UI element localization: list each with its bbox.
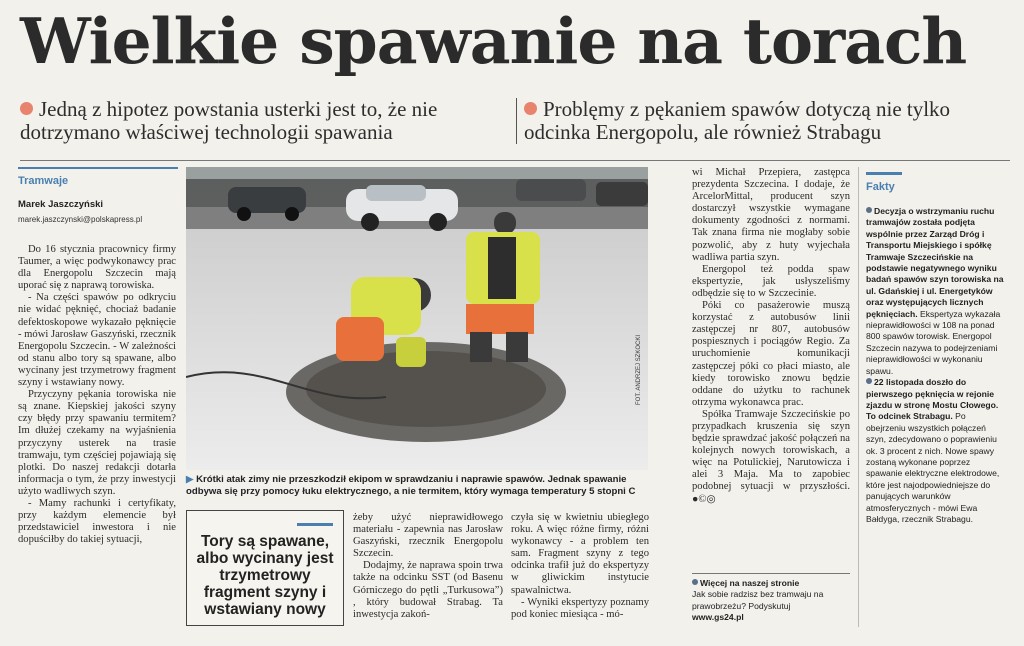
more-title-text: Więcej na naszej stronie (700, 578, 800, 588)
facts-p2-rest: Po obejrzeniu wszystkich połączeń szyn, zdecydowano o poprawieniu ok. 3 procent z nich. Nowe spawy zostaną wykonane poprzez spawanie elektryczne elektrodowe, które jest najodpowiedniejsze do panujących warunków atmosferycznych - mówi Ewa Bałdyga, rzecznik Strabagu. (866, 411, 1000, 524)
author-name: Marek Jaszczyński (18, 199, 104, 210)
bullet-icon (866, 378, 872, 384)
photo-credit: FOT. ANDRZEJ SZKOCKI (636, 334, 642, 405)
subhead-right-text: Problęmy z pękaniem spawów dotyczą nie tylko odcinka Energopolu, ale również Strabagu (524, 97, 951, 144)
facts-p2-bold: 22 listopada doszło do pierwszego pęknięcia w rejonie zjazdu w stronę Mostu Cłowego. To odcinek Strabagu. (866, 377, 999, 422)
caption-text: Krótki atak zimy nie przeszkodził ekipom w sprawdzaniu i naprawie spawów. Jednak spawanie odbywa się przy pomocy łuku elektrycznego, a nie termitem, który wymaga temperatury 5 stopni C (186, 474, 636, 497)
article-column-1 (18, 244, 176, 644)
facts-p1-bold: Decyzja o wstrzymaniu ruchu tramwajów została podjęta wspólnie przez Zarząd Dróg i Transportu Miejskiego i spółkę Tramwaje Szczecińskie na podstawie negatywnego wyniku badań spawów szyn torowiska na ul. Gdańskiej i ul. Energetyków oraz występujących licznych pęknięciach. (866, 206, 1004, 319)
paragraph: Dodajmy, że naprawa spoin trwa także na odcinku SST (od Basenu Górniczego do pętli „Turkusowa”) , który budował Strabag. Ta inwestycja zakoń- (353, 560, 503, 620)
article-column-4 (692, 167, 850, 567)
paragraph: Spółka Tramwaje Szczecińskie po przypadkach kruszenia się szyn będzie sprawdzać jakość połączeń na kolejnych nowych torowiskach, a więc na Potulickiej, Narutowicza i alei 3 Maja. Ma to zapobiec podobnej sytuacji w przyszłości. ●©◎ (692, 408, 850, 505)
more-link[interactable]: www.gs24.pl (692, 612, 744, 623)
paragraph: żeby użyć nieprawidłowego materiału - zapewnia nas Jarosław Gaszyński, rzecznik Energopolu Szczecin. (353, 512, 503, 560)
facts-paragraph-1 (866, 206, 1006, 377)
paragraph: Do 16 stycznia pracownicy firmy Taumer, a więc podwykonawcy prac dla Energopolu Szczecin mają uporać się z naprawą torowiska. (18, 244, 176, 292)
article-column-3 (511, 512, 649, 644)
bullet-icon (866, 207, 872, 213)
article-photo (186, 167, 648, 470)
section-rule (18, 167, 178, 169)
paragraph: Energopol też podda spaw ekspertyzie, jak usłyszeliśmy odbędzie się to w Szczecinie. (692, 263, 850, 299)
paragraph: - Mamy rachunki i certyfikaty, przy każdym elemencie był przedstawiciel inwestora i nie dopuściłby do takiej sytuacji, (18, 497, 176, 546)
photo-caption (186, 474, 648, 498)
subhead-left-text: Jedną z hipotez powstania usterki jest to, że nie dotrzymano właściwej technologii spawania (20, 97, 438, 144)
subhead-right (524, 98, 1014, 144)
more-rule (692, 573, 850, 574)
facts-paragraph-2 (866, 377, 1006, 525)
paragraph: wi Michał Przepiera, zastępca prezydenta Szczecina. I dodaje, że ArcelorMittal, producent szyn dostarczył wszystkie wymagane dokumenty zgodności z normami. Tak znana firma nie mogłaby sobie pozwolić, aby z huty wyjechała wadliwa partia szyn. (692, 167, 850, 263)
more-box (692, 578, 852, 624)
bullet-dot-icon (524, 102, 537, 115)
headline: Wielkie spawanie na torach (20, 4, 967, 78)
facts-title: Fakty (866, 181, 895, 193)
pull-quote-text: Tory są spawane, albo wycinany jest trzymetrowy fragment szyny i wstawiany nowy (196, 533, 334, 618)
author-email: marek.jaszczynski@polskapress.pl (18, 215, 143, 224)
facts-body (866, 206, 1006, 621)
bullet-dot-icon (20, 102, 33, 115)
facts-divider (858, 167, 859, 627)
paragraph: czyła się w kwietniu ubiegłego roku. A więc różne firmy, różni wykonawcy - a problem ten sam. Fragment szyny z tego odcinka trafił już do ekspertyzy w gliwickim instytucie spawalnictwa. (511, 512, 649, 596)
photo-illustration (186, 167, 648, 470)
more-text: Jak sobie radzisz bez tramwaju na prawobrzeżu? Podyskutuj (692, 589, 824, 611)
section-label: Tramwaje (18, 175, 69, 187)
bullet-icon (692, 579, 698, 585)
subhead-left (20, 98, 500, 144)
caption-arrow-icon: ▶ (186, 474, 194, 485)
more-title (692, 578, 852, 589)
facts-p1-rest: Ekspertyza wykazała nieprawidłowości w 108 na ponad 800 spawów torowisk. Energopol Szczecin nazywa to podejrzeniami nieprawidłowości w wykonaniu spawu. (866, 308, 1001, 376)
paragraph: Póki co pasażerowie muszą korzystać z autobusów linii zastępczej nr 807, autobusów pospiesznych i pociągów Regio. Za uruchomienie komunikacji zastępczej póki co płaci miasto, ale kiedy torowisko znowu będzie oddane do użytku to rachunek otrzyma wykonawca prac. (692, 300, 850, 408)
paragraph: - Na części spawów po odkryciu nie widać pęknięć, chociaż badanie defektoskopowe wykazało pęknięcie - mówi Jarosław Gaszyński, rzecznik Energopolu Szczecin. - W zależności od stanu albo tory są spawane, albo wycinany jest trzymetrowy fragment szyny i wstawiany nowy. (18, 292, 176, 389)
facts-rule (866, 172, 902, 175)
quote-accent-rule (297, 523, 333, 526)
paragraph: - Wyniki ekspertyzy poznamy pod koniec miesiąca - mó- (511, 596, 649, 620)
subhead-divider (516, 98, 517, 144)
article-column-2 (353, 512, 503, 644)
paragraph: Przyczyny pękania torowiska nie są znane. Kiepskiej jakości szyny czy błędy przy spawaniu termitem? Im dłużej czekamy na wyjaśnienia przyczyny usterek na trasie tramwaju, tym częściej pojawiają się plotki. Do naszej redakcji dotarła informacja o tym, że przy inwestycji użyto wadliwych szyn. (18, 389, 176, 497)
top-rule (20, 160, 1010, 161)
pull-quote-box (186, 510, 344, 626)
